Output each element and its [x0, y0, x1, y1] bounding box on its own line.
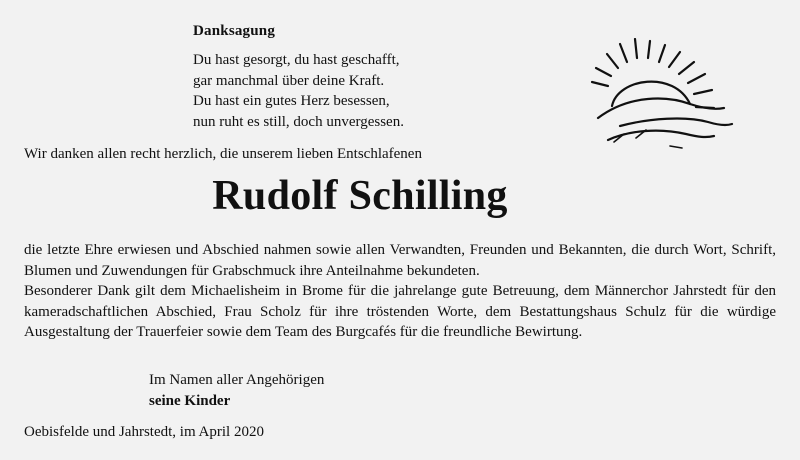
poem-line: Du hast ein gutes Herz besessen, [193, 93, 390, 109]
sunset-icon [590, 38, 740, 150]
thanks-intro: Wir danken allen recht herzlich, die unserem lieben Entschlafenen [24, 146, 422, 162]
paragraph: Besonderer Dank gilt dem Michaelisheim in Brome für die jahrelange gute Betreuung, dem Männerchor Jahrstedt für den kameradschaftlichen Abschied, Frau Scholz für ihre tröstenden Worte, dem Bestattungshaus Schulz für die würdige Ausgestaltung der Trauerfeier sowie dem Team des Burgcafés für die freundliche Bewirtung. [24, 283, 776, 341]
poem-line: Du hast gesorgt, du hast geschafft, [193, 52, 400, 68]
place-date: Oebisfelde und Jahrstedt, im April 2020 [24, 424, 264, 440]
notice-heading: Danksagung [193, 23, 276, 39]
poem [193, 50, 404, 132]
paragraph: die letzte Ehre erwiesen und Abschied nahmen sowie allen Verwandten, Freunden und Bekannten, die durch Wort, Schrift, Blumen und Zuwendungen für Grabschmuck ihre Anteilnahme bekundeten. [24, 242, 776, 279]
poem-line: nun ruht es still, doch unvergessen. [193, 113, 404, 130]
signature-line: Im Namen aller Angehörigen [149, 372, 325, 388]
deceased-name: Rudolf Schilling [212, 173, 508, 219]
body-text [24, 240, 776, 343]
poem-line: gar manchmal über deine Kraft. [193, 72, 385, 89]
signature-name: seine Kinder [149, 393, 231, 409]
